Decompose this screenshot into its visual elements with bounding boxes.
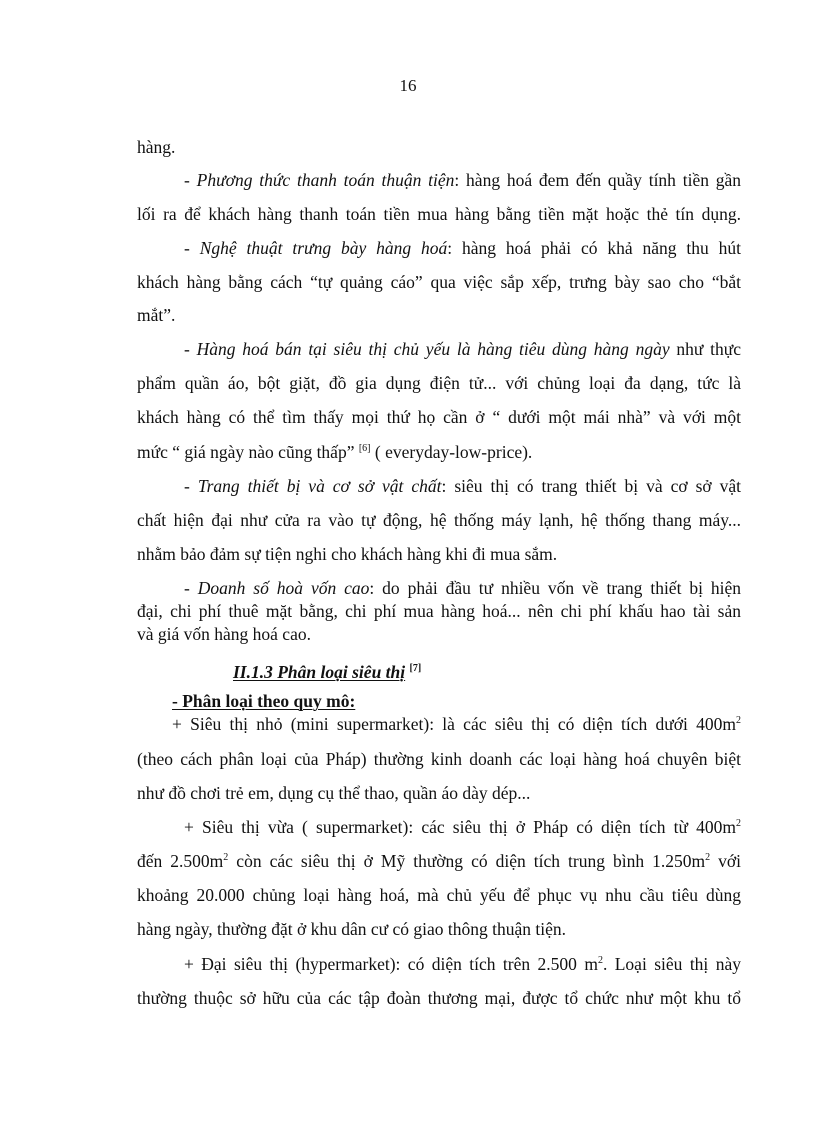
text-line	[137, 600, 741, 622]
text-line	[137, 509, 741, 531]
text-run: -	[184, 476, 198, 496]
superscript: 2	[736, 818, 741, 829]
text-line	[137, 623, 741, 645]
text-line	[137, 850, 741, 872]
text-line	[184, 338, 741, 360]
text-line	[184, 237, 741, 259]
text-run: khách hàng có thể tìm thấy mọi thứ họ cần ở “ dưới một mái nhà” và với một	[137, 407, 741, 427]
superscript: 2	[597, 955, 603, 966]
text-run: như thực	[669, 339, 742, 359]
text-run: : hàng hoá phải có khả năng thu hút	[447, 238, 741, 258]
italic-term: Doanh số hoà vốn cao	[197, 578, 370, 598]
text-run: hàng ngày, thường đặt ở khu dân cư có giao thông thuận tiện.	[137, 919, 567, 939]
text-run: mức “ giá ngày nào cũng thấp”	[137, 442, 359, 462]
text-run: + Đại siêu thị (hypermarket): có diện tích trên 2.500 m	[184, 954, 598, 974]
text-run: -	[184, 238, 200, 258]
superscript: 2	[705, 852, 711, 863]
italic-term: Hàng hoá bán tại siêu thị chủ yếu là hàng tiêu dùng hàng ngày	[196, 339, 670, 359]
text-run: và giá vốn hàng hoá cao.	[137, 624, 311, 644]
text-run: còn các siêu thị ở Mỹ thường có diện tích trung bình 1.250m	[228, 851, 706, 871]
text-run: đến 2.500m	[137, 851, 224, 871]
text-run: ( everyday-low-price).	[370, 442, 533, 462]
text-run: nhằm bảo đảm sự tiện nghi cho khách hàng khi đi mua sắm.	[137, 544, 558, 564]
superscript: [6]	[358, 443, 371, 454]
italic-term: Trang thiết bị và cơ sở vật chất	[197, 476, 442, 496]
text-run: : siêu thị có trang thiết bị và cơ sở vật	[441, 476, 741, 496]
text-line	[137, 203, 741, 225]
text-line	[184, 475, 741, 497]
text-run: phẩm quần áo, bột giặt, đồ gia dụng điện tử... với chủng loại đa dạng, tức là	[137, 373, 741, 393]
text-line	[137, 406, 741, 428]
text-line	[184, 816, 741, 838]
text-run: : hàng hoá đem đến quầy tính tiền gần	[454, 170, 742, 190]
text-run: . Loại siêu thị này	[602, 954, 741, 974]
text-line	[137, 271, 741, 293]
italic-term: Nghệ thuật trưng bày hàng hoá	[199, 238, 448, 258]
page-number: 16	[399, 76, 417, 95]
text-run: -	[184, 578, 198, 598]
text-line	[137, 987, 741, 1009]
italic-term: Phương thức thanh toán thuận tiện	[196, 170, 455, 190]
text-run: thường thuộc sở hữu của các tập đoàn thương mại, được tổ chức như một khu tổ	[137, 988, 741, 1008]
text-line	[137, 543, 741, 565]
text-run: khoảng 20.000 chủng loại hàng hoá, mà chủ yếu để phục vụ nhu cầu tiêu dùng	[137, 885, 741, 905]
text-line	[184, 577, 741, 599]
text-line	[137, 748, 741, 770]
text-line	[137, 136, 741, 158]
text-run: với	[710, 851, 741, 871]
text-run: + Siêu thị nhỏ (mini supermarket): là các siêu thị có diện tích dưới 400m	[172, 714, 736, 734]
text-line	[184, 169, 741, 191]
text-line	[137, 441, 741, 463]
text-run: hàng.	[137, 137, 176, 157]
text-run: lối ra để khách hàng thanh toán tiền mua hàng bằng tiền mặt hoặc thẻ tín dụng.	[137, 204, 741, 224]
text-run: + Siêu thị vừa ( supermarket): các siêu thị ở Pháp có diện tích từ 400m	[184, 817, 736, 837]
superscript: 2	[736, 715, 741, 726]
text-line	[137, 304, 741, 326]
text-run: : do phải đầu tư nhiều vốn về trang thiết bị hiện	[369, 578, 741, 598]
text-line	[137, 372, 741, 394]
text-run: -	[184, 339, 197, 359]
text-line	[137, 782, 741, 804]
section-heading: II.1.3 Phân loại siêu thị [7]	[233, 662, 422, 682]
text-line	[137, 884, 741, 906]
text-run: chất hiện đại như cửa ra vào tự động, hệ thống máy lạnh, hệ thống thang máy...	[137, 510, 741, 530]
text-line	[137, 918, 741, 940]
sub-heading: - Phân loại theo quy mô:	[172, 691, 356, 711]
text-run: (theo cách phân loại của Pháp) thường kinh doanh các loại hàng hoá chuyên biệt	[137, 749, 741, 769]
text-run: như đồ chơi trẻ em, dụng cụ thể thao, quần áo dày dép...	[137, 783, 531, 803]
text-run: -	[184, 170, 197, 190]
text-line	[184, 953, 741, 975]
superscript: 2	[223, 852, 229, 863]
text-run: mắt”.	[137, 305, 176, 325]
text-run: khách hàng bằng cách “tự quảng cáo” qua việc sắp xếp, trưng bày sao cho “bắt	[137, 272, 741, 292]
text-line	[172, 713, 741, 735]
text-run: đại, chi phí thuê mặt bằng, chi phí mua hàng hoá... nên chi phí khấu hao tài sản	[137, 601, 741, 621]
